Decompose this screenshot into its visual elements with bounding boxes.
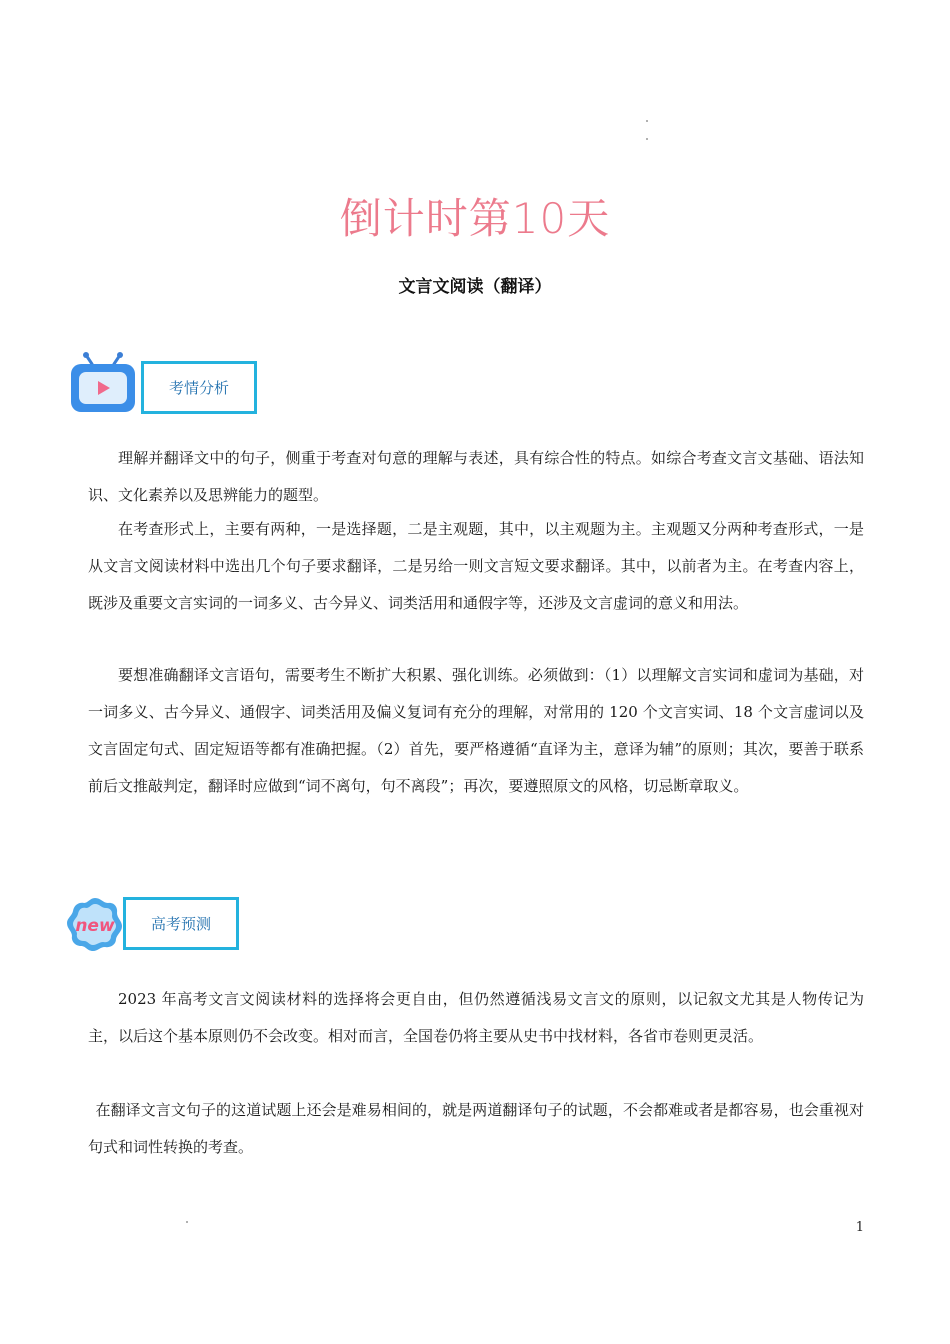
decorative-dot <box>646 138 648 140</box>
page-subtitle: 文言文阅读（翻译） <box>398 277 552 297</box>
new-badge-text: new <box>75 916 115 936</box>
analysis-paragraph-1: 理解并翻译文中的句子，侧重于考查对句意的理解与表述，具有综合性的特点。如综合考查文言文基础、语法知识、文化素养以及思辨能力的题型。 <box>88 449 864 504</box>
countdown-title: 倒计时第10天 <box>339 194 611 243</box>
analysis-paragraph-2: 在考查形式上，主要有两种，一是选择题，二是主观题，其中，以主观题为主。主观题又分两种考查形式，一是从文言文阅读材料中选出几个句子要求翻译，二是另给一则文言短文要求翻译。其中，以前者为主。在考查内容上，既涉及重要文言实词的一词多义、古今异义、词类活用和通假字等，还涉及文言虚词的意义和用法。 <box>88 520 864 612</box>
prediction-paragraph-2: 在翻译文言文句子的这道试题上还会是难易相间的，就是两道翻译句子的试题，不会都难或者是都容易，也会重视对句式和词性转换的考查。 <box>88 1101 864 1156</box>
prediction-paragraph-1: 2023 年高考文言文阅读材料的选择将会更自由，但仍然遵循浅易文言文的原则，以记叙文尤其是人物传记为主，以后这个基本原则仍不会改变。相对而言，全国卷仍将主要从史书中找材料，各省市卷则更灵活。 <box>88 990 864 1045</box>
new-badge-icon <box>66 896 124 952</box>
analysis-paragraph-3: 要想准确翻译文言语句，需要考生不断扩大积累、强化训练。必须做到：（1）以理解文言实词和虚词为基础，对一词多义、古今异义、通假字、词类活用及偏义复词有充分的理解，对常用的 120 个文言实词、18 个文言虚词以及文言固定句式、固定短语等都有准确把握。（2）首先，要严格遵循“直译为主，意译为辅”的原则；其次，要善于联系前后文推敲判定，翻译时应做到“词不离句，句不离段”；再次，要遵照原文的风格，切忌断章取义。 <box>88 666 864 795</box>
section-label-analysis: 考情分析 <box>141 361 257 414</box>
tv-icon <box>70 352 136 414</box>
page-number: 1 <box>855 1220 864 1235</box>
decorative-dot <box>186 1221 188 1223</box>
decorative-dot <box>646 120 648 122</box>
section-label-prediction: 高考预测 <box>123 897 239 950</box>
